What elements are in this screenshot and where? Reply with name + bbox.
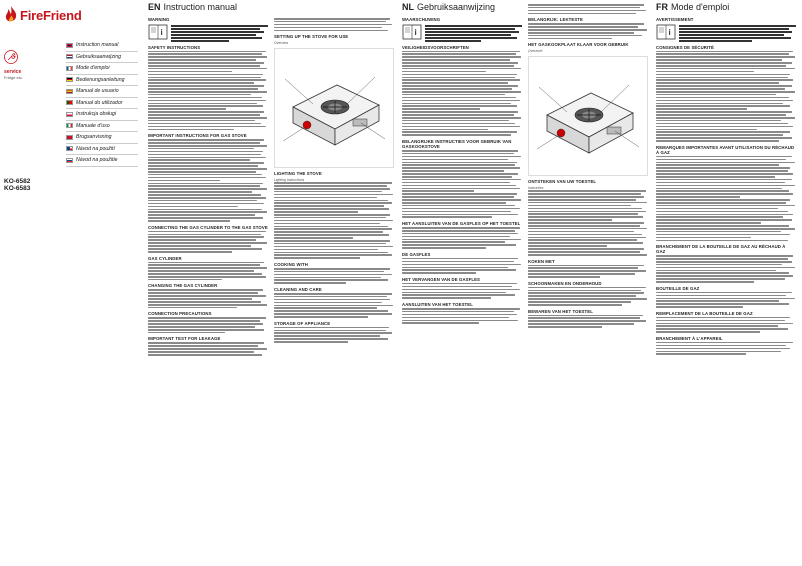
- safety-heading: SAFETY INSTRUCTIONS: [148, 44, 201, 50]
- manual-book-icon: [402, 24, 422, 40]
- important-heading: BELANGRIJKE INSTRUCTIES VOOR GEBRUIK VAN GASKOOKSTOVE: [402, 138, 512, 149]
- overview-label: Overview: [274, 41, 289, 46]
- safety-text: [402, 51, 522, 136]
- precautions-text: [402, 308, 522, 324]
- storage-text: [274, 327, 394, 343]
- cooking-heading: KOKEN MET: [528, 258, 555, 264]
- language-item[interactable]: Bedienungsanleitung: [66, 75, 138, 87]
- language-item[interactable]: Manuale d'uso: [66, 121, 138, 133]
- language-item[interactable]: Gebruiksaanwijzing: [66, 52, 138, 64]
- changing-heading: REMPLACEMENT DE LA BOUTEILLE DE GAZ: [656, 310, 753, 316]
- storage-heading: BEWAREN VAN HET TOESTEL: [528, 308, 593, 314]
- safety-text: [148, 51, 268, 131]
- lighting-subheading: Lighting Instructions: [274, 178, 305, 183]
- en-column-2: [274, 0, 394, 566]
- gas-cylinder-heading: DE GASFLES: [402, 251, 431, 257]
- language-item[interactable]: Mode d'emploi: [66, 63, 138, 75]
- continued-text: [274, 18, 394, 31]
- cleaning-heading: CLEANING AND CARE: [274, 286, 322, 292]
- continued-text: [528, 4, 648, 14]
- manual-book-icon: [656, 24, 676, 40]
- precautions-heading: BRANCHEMENT À L'APPAREIL: [656, 335, 723, 341]
- warning-heading: AVERTISSEMENT: [656, 17, 694, 22]
- important-text: [148, 139, 268, 222]
- connecting-heading: BRANCHEMENT DE LA BOUTEILLE DE GAZ AU RÉCHAUD À GAZ: [656, 244, 786, 255]
- language-item[interactable]: Brugsanvisning: [66, 132, 138, 144]
- brand-logo: [4, 4, 82, 26]
- important-text: [402, 150, 522, 218]
- svg-text:i: i: [414, 28, 417, 37]
- leak-text: [528, 23, 648, 39]
- language-item[interactable]: Instruction manual: [66, 40, 138, 52]
- cleaning-text: [528, 287, 648, 306]
- warning-box: [402, 24, 522, 42]
- service-badge: [4, 50, 44, 80]
- language-list: [66, 40, 138, 167]
- language-item[interactable]: Návod na použití: [66, 144, 138, 156]
- storage-heading: STORAGE OF APPLIANCE: [274, 320, 331, 326]
- gas-stove-illustration: [529, 57, 647, 177]
- changing-text: [656, 317, 796, 333]
- gas-cylinder-heading: BOUTEILLE DE GAZ: [656, 285, 700, 291]
- cleaning-text: [274, 293, 394, 318]
- language-item[interactable]: Návod na použitie: [66, 155, 138, 167]
- svg-text:i: i: [160, 28, 163, 37]
- precautions-heading: CONNECTION PRECAUTIONS: [148, 311, 212, 317]
- warning-box: [656, 24, 796, 42]
- flag-gb-icon: [66, 43, 73, 48]
- connecting-text: [656, 255, 796, 283]
- section-header: NL Gebruiksaanwijzing: [402, 2, 496, 12]
- changing-heading: HET VERVANGEN VAN DE GASFLES: [402, 276, 481, 282]
- cover-column: [0, 0, 140, 566]
- setting-up-heading: SETTING UP THE STOVE FOR USE: [274, 34, 349, 40]
- gas-cylinder-text: [402, 258, 522, 274]
- language-item[interactable]: Manual do utilizador: [66, 98, 138, 110]
- connecting-heading: CONNECTING THE GAS CYLINDER TO THE GAS STOVE: [148, 224, 268, 230]
- fr-column: [656, 0, 796, 566]
- warning-heading: WAARSCHUWING: [402, 17, 441, 22]
- connecting-heading: HET AANSLUITEN VAN DE GASFLES OP HET TOESTEL: [402, 221, 521, 227]
- brand-name: FireFriend: [20, 7, 82, 23]
- gas-stove-illustration: [275, 49, 393, 169]
- stove-diagram: [274, 48, 394, 168]
- flame-icon: [4, 6, 18, 24]
- cooking-heading: COOKING WITH: [274, 261, 308, 267]
- lighting-text: [528, 190, 648, 255]
- lighting-heading: LIGHTING THE STOVE: [274, 171, 322, 177]
- leak-text: [148, 342, 268, 355]
- safety-heading: CONSIGNES DE SÉCURITÉ: [656, 44, 714, 50]
- overview-label: Overzicht: [528, 49, 543, 54]
- precautions-text: [148, 317, 268, 333]
- leak-heading: IMPORTANT TEST FOR LEAKAGE: [148, 336, 221, 342]
- connecting-text: [402, 227, 522, 249]
- language-item[interactable]: Instrukcja obsługi: [66, 109, 138, 121]
- safety-text: [656, 51, 796, 142]
- connecting-text: [148, 231, 268, 253]
- model-numbers: KO-6582 KO-6583: [4, 178, 31, 192]
- important-heading: REMARQUES IMPORTANTES AVANT UTILISATION DU RÉCHAUD À GAZ: [656, 144, 795, 155]
- section-header: EN Instruction manual: [148, 2, 238, 12]
- gas-cylinder-text: [656, 292, 796, 308]
- service-subtitle: Fridge etc.: [4, 75, 23, 80]
- flag-pl-icon: [66, 112, 73, 117]
- cooking-text: [274, 268, 394, 284]
- stove-diagram: [528, 56, 648, 176]
- flag-nl-icon: [66, 54, 73, 59]
- flag-it-icon: [66, 123, 73, 128]
- flag-pt-icon: [66, 100, 73, 105]
- gas-cylinder-text: [148, 262, 268, 281]
- flag-sk-icon: [66, 158, 73, 163]
- manual-book-icon: [148, 24, 168, 40]
- changing-text: [402, 283, 522, 299]
- lighting-subheading: Instructies: [528, 186, 544, 191]
- storage-text: [528, 315, 648, 328]
- setting-up-heading: HET GASKOOKPLAAT KLAAR VOOR GEBRUIK: [528, 42, 629, 48]
- flag-cz-icon: [66, 146, 73, 151]
- lighting-heading: ONTSTEKEN VAN UW TOESTEL: [528, 179, 597, 185]
- leak-heading: BELANGRIJK: LEKTESTE: [528, 17, 583, 23]
- important-heading: IMPORTANT INSTRUCTIONS FOR GAS STOVE: [148, 133, 247, 139]
- changing-heading: CHANGING THE GAS CYLINDER: [148, 283, 218, 289]
- cooking-text: [528, 265, 648, 278]
- svg-text:i: i: [668, 28, 671, 37]
- changing-text: [148, 289, 268, 308]
- lighting-text: [274, 182, 394, 259]
- section-header: FR Mode d'emploi: [656, 2, 730, 12]
- gas-cylinder-heading: GAS CYLINDER: [148, 255, 182, 261]
- flag-es-icon: [66, 89, 73, 94]
- service-title: service: [4, 69, 22, 75]
- wrench-icon: [4, 50, 18, 64]
- language-item[interactable]: Manual de usuario: [66, 86, 138, 98]
- important-text: [656, 156, 796, 241]
- nl-column-2: [528, 0, 648, 566]
- cleaning-heading: SCHOONMAKEN EN ONDERHOUD: [528, 280, 602, 286]
- precautions-text: [656, 342, 796, 355]
- flag-fr-icon: [66, 66, 73, 71]
- precautions-heading: AANSLUITEN VAN HET TOESTEL: [402, 301, 473, 307]
- warning-heading: WARNING: [148, 17, 170, 22]
- warning-box: [148, 24, 268, 42]
- safety-heading: VEILIGHEIDSVOORSCHRIFTEN: [402, 44, 469, 50]
- nl-column-1: [402, 0, 522, 566]
- en-column-1: [148, 0, 268, 566]
- flag-dk-icon: [66, 135, 73, 140]
- flag-de-icon: [66, 77, 73, 82]
